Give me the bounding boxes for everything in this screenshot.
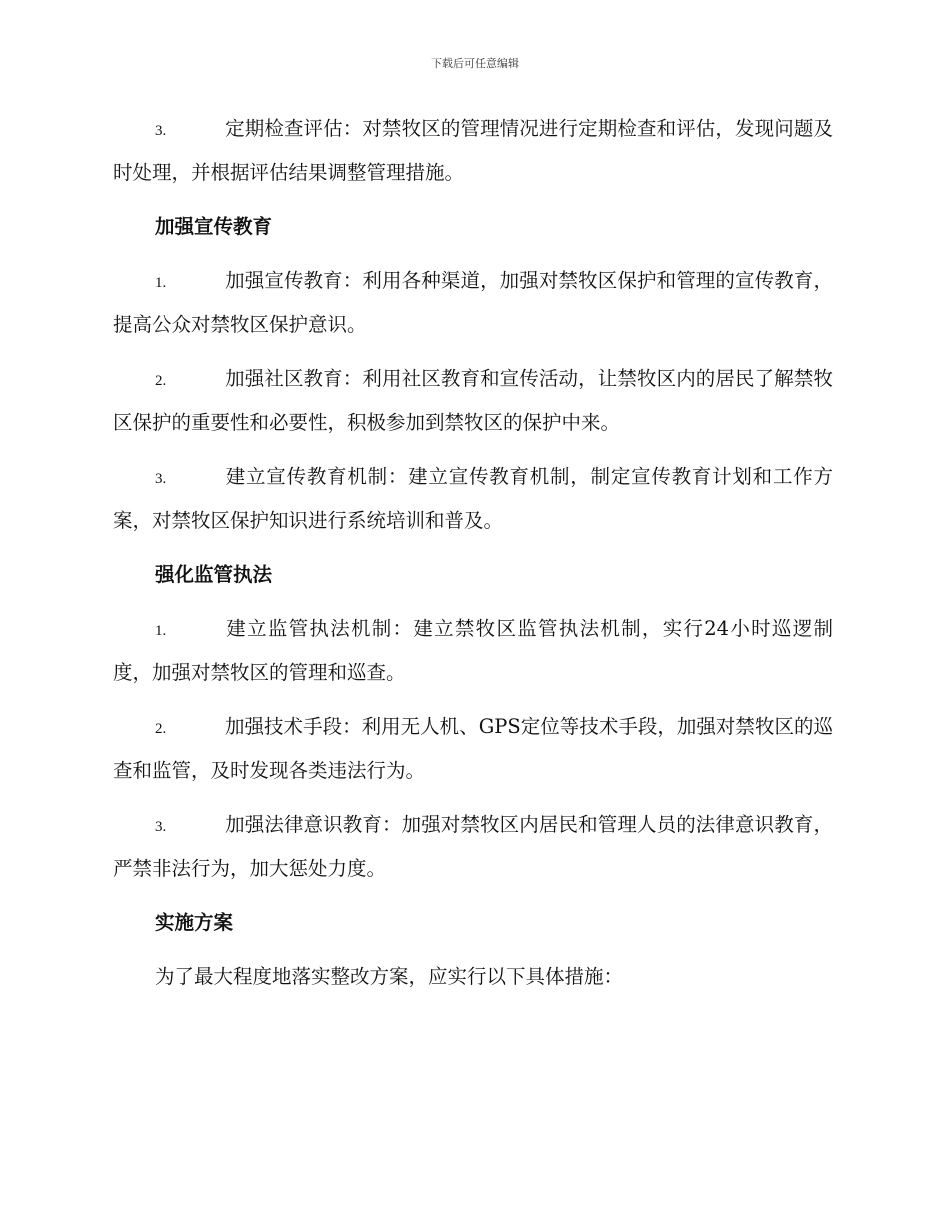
item-number: 1. <box>155 275 167 291</box>
item-text: 加强社区教育：利用社区教育和宣传活动，让禁牧区内的居民了解禁牧区保护的重要性和必要性，积极参加到禁牧区的保护中来。 <box>113 367 833 434</box>
list-item <box>113 108 833 194</box>
section-heading-implementation: 实施方案 <box>155 911 234 934</box>
section-heading-enforcement: 强化监管执法 <box>155 563 273 586</box>
list-item <box>113 804 833 890</box>
item-number: 1. <box>155 623 167 639</box>
header-note: 下载后可任意编辑 <box>431 57 519 70</box>
list-item <box>113 260 833 346</box>
list-item <box>113 456 833 542</box>
item-number: 3. <box>155 123 167 139</box>
item-text: 定期检查评估：对禁牧区的管理情况进行定期检查和评估，发现问题及时处理，并根据评估结果调整管理措施。 <box>113 117 833 184</box>
list-item <box>113 706 833 792</box>
item-text: 加强宣传教育：利用各种渠道，加强对禁牧区保护和管理的宣传教育，提高公众对禁牧区保护意识。 <box>113 269 833 336</box>
list-item <box>113 608 833 694</box>
item-text: 建立监管执法机制：建立禁牧区监管执法机制，实行24小时巡逻制度，加强对禁牧区的管理和巡查。 <box>113 617 833 684</box>
section-heading-publicity: 加强宣传教育 <box>155 215 273 238</box>
item-text: 加强技术手段：利用无人机、GPS定位等技术手段，加强对禁牧区的巡查和监管，及时发现各类违法行为。 <box>113 715 833 782</box>
item-number: 3. <box>155 819 167 835</box>
paragraph: 为了最大程度地落实整改方案，应实行以下具体措施： <box>155 965 624 988</box>
item-number: 2. <box>155 721 167 737</box>
document-body <box>113 108 833 1010</box>
item-number: 3. <box>155 471 167 487</box>
item-text: 建立宣传教育机制：建立宣传教育机制，制定宣传教育计划和工作方案，对禁牧区保护知识进行系统培训和普及。 <box>113 465 833 532</box>
item-text: 加强法律意识教育：加强对禁牧区内居民和管理人员的法律意识教育，严禁非法行为，加大惩处力度。 <box>113 813 833 880</box>
item-number: 2. <box>155 373 167 389</box>
list-item <box>113 358 833 444</box>
